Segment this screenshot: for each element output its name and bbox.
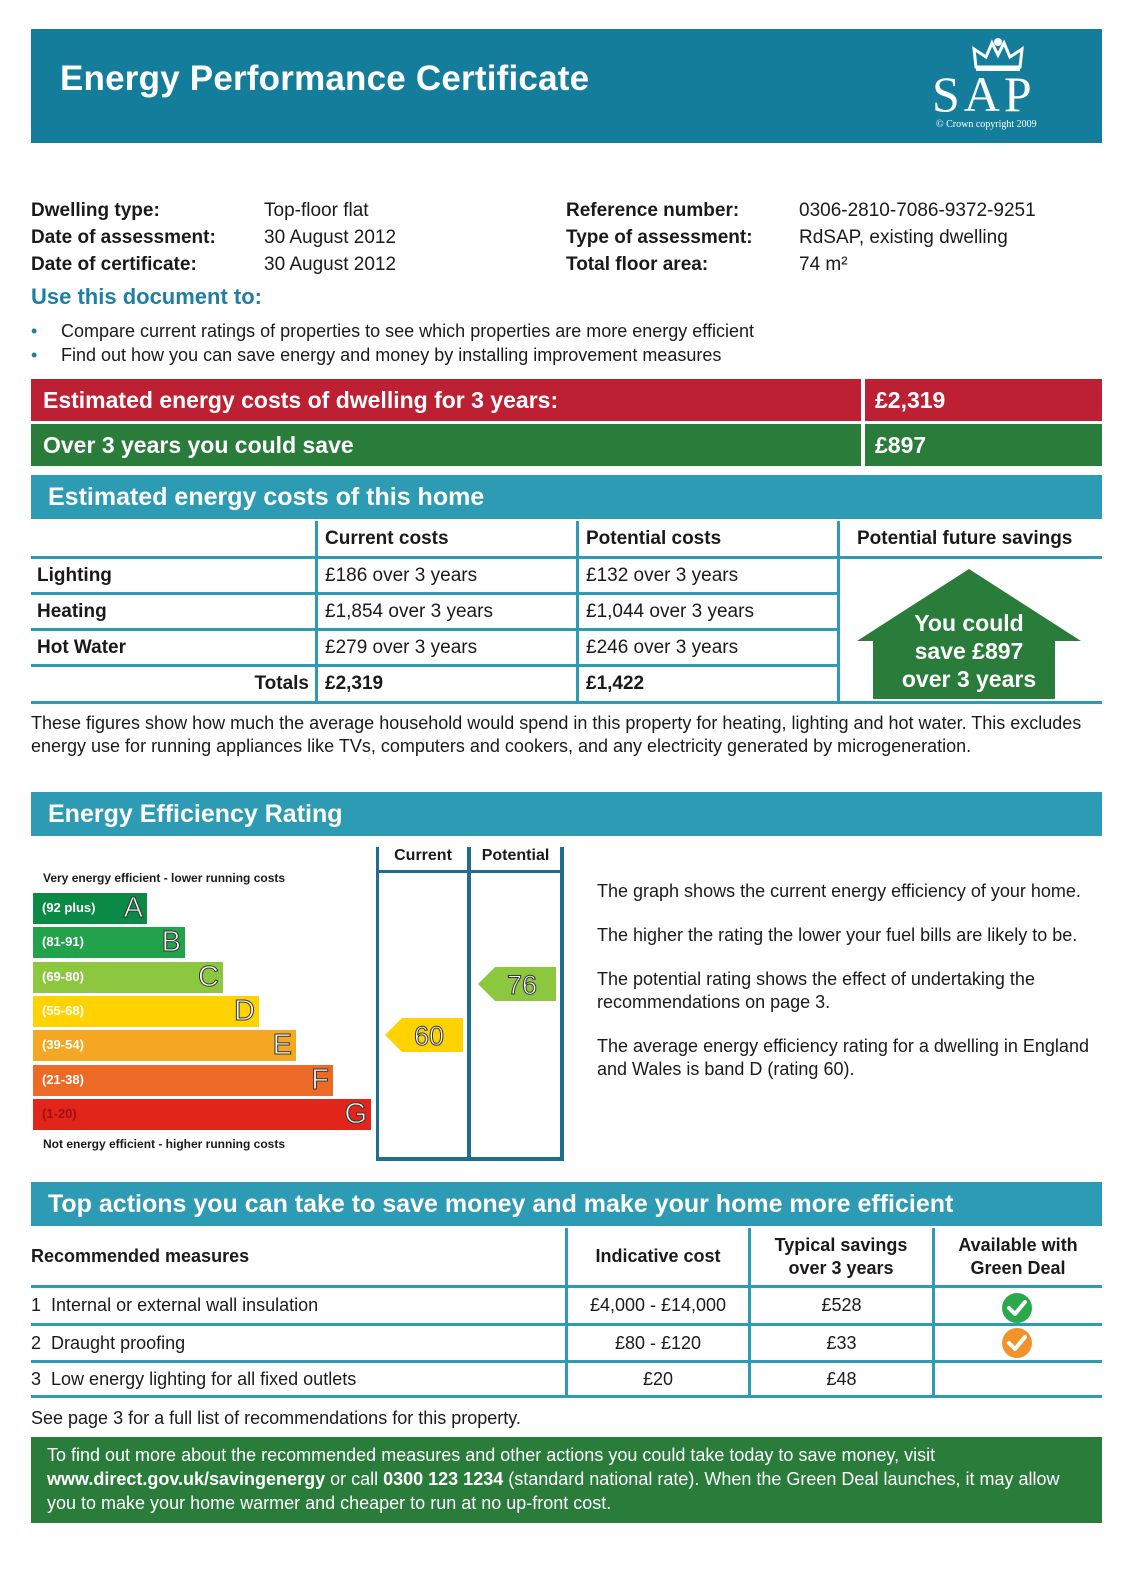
footer-link[interactable]: www.direct.gov.uk/savingenergy bbox=[47, 1469, 326, 1489]
band-letter: C bbox=[198, 960, 219, 993]
band-range: (92 plus) bbox=[42, 900, 96, 915]
reference-label: Reference number: bbox=[566, 200, 740, 221]
hot-water-potential: £246 over 3 years bbox=[586, 636, 739, 658]
footer-text: (standard national rate). When the Green Deal launches, it may allow you to make your home warmer and cheaper to run at no up-front cost. bbox=[47, 1469, 1060, 1513]
header-potential-costs: Potential costs bbox=[586, 527, 722, 549]
reference-value: 0306-2810-7086-9372-9251 bbox=[799, 200, 1036, 221]
lighting-potential: £132 over 3 years bbox=[586, 564, 739, 586]
use-document-title: Use this document to: bbox=[31, 284, 263, 309]
divider bbox=[31, 1395, 1102, 1398]
heating-current: £1,854 over 3 years bbox=[325, 600, 493, 622]
rating-band-d bbox=[33, 996, 259, 1027]
row-label-lighting: Lighting bbox=[37, 564, 112, 586]
rating-bottom-note: Not energy efficient - higher running costs bbox=[43, 1137, 286, 1151]
footer-text: or call bbox=[325, 1469, 384, 1489]
divider bbox=[315, 521, 318, 704]
hot-water-current: £279 over 3 years bbox=[325, 636, 478, 658]
rating-band-e bbox=[33, 1030, 296, 1061]
row-cost: £80 - £120 bbox=[614, 1332, 702, 1353]
row-savings: £48 bbox=[826, 1368, 857, 1389]
could-save-bar bbox=[31, 424, 1102, 466]
column-potential: Potential bbox=[481, 847, 550, 864]
divider bbox=[31, 556, 1102, 559]
band-range: (39-54) bbox=[42, 1037, 84, 1053]
estimated-cost-value: £2,319 bbox=[865, 379, 1102, 421]
divider bbox=[467, 847, 471, 1160]
actions-section-title: Top actions you can take to save money and make your home more efficient bbox=[31, 1182, 1102, 1226]
see-page-note: See page 3 for a full list of recommendations for this property. bbox=[31, 1408, 521, 1428]
row-cost: £20 bbox=[642, 1368, 674, 1389]
header-green-deal: Available with Green Deal bbox=[958, 1234, 1078, 1278]
rating-text: The higher the rating the lower your fuel bills are likely to be. bbox=[597, 925, 1078, 945]
svg-text:60: 60 bbox=[413, 1020, 445, 1051]
band-range: (55-68) bbox=[42, 1002, 84, 1018]
type-assessment-value: RdSAP, existing dwelling bbox=[799, 227, 1008, 248]
table-row bbox=[31, 1363, 356, 1395]
footer-phone: 0300 123 1234 bbox=[383, 1469, 504, 1489]
row-cost: £4,000 - £14,000 bbox=[589, 1295, 727, 1315]
savings-line: over 3 years bbox=[901, 666, 1037, 692]
estimated-cost-bar bbox=[31, 379, 1102, 421]
band-range: (81-91) bbox=[42, 934, 84, 950]
lighting-current: £186 over 3 years bbox=[325, 564, 478, 586]
rating-band-c bbox=[33, 962, 223, 993]
date-assessment-value: 30 August 2012 bbox=[264, 227, 397, 248]
band-letter: G bbox=[344, 1097, 367, 1130]
details-left-labels bbox=[31, 197, 216, 278]
divider bbox=[837, 521, 840, 704]
divider bbox=[576, 521, 579, 704]
rating-text: The average energy efficiency rating for a dwelling in England and Wales is band D (rating 60). bbox=[597, 1036, 1089, 1079]
divider bbox=[560, 847, 564, 1160]
rating-text: The potential rating shows the effect of undertaking the recommendations on page 3. bbox=[597, 969, 1035, 1012]
could-save-label: Over 3 years you could save bbox=[31, 424, 861, 466]
page-title: Energy Performance Certificate bbox=[60, 59, 590, 98]
row-number: 2 bbox=[31, 1332, 42, 1353]
date-certificate-label: Date of certificate: bbox=[31, 254, 197, 275]
rating-section-title: Energy Efficiency Rating bbox=[31, 792, 1102, 836]
band-range: (69-80) bbox=[42, 968, 84, 984]
list-item: • Compare current ratings of properties to see which properties are more energy efficient bbox=[31, 319, 754, 343]
band-letter: B bbox=[161, 926, 181, 959]
row-label-hot-water: Hot Water bbox=[37, 636, 127, 658]
could-save-value: £897 bbox=[865, 424, 1102, 466]
header-current-costs: Current costs bbox=[325, 527, 449, 549]
row-label-heating: Heating bbox=[37, 600, 107, 622]
details-left-values bbox=[264, 197, 396, 278]
rating-band-a bbox=[33, 893, 147, 924]
band-letter: F bbox=[311, 1063, 329, 1096]
costs-explanation: These figures show how much the average household would spend in this property for heating, lighting and hot water. This excludes energy use for running appliances like TVs, computers and cookers, and any electricity generated by microgeneration. bbox=[31, 713, 1082, 756]
rating-top-note: Very energy efficient - lower running costs bbox=[43, 871, 286, 885]
floor-area-label: Total floor area: bbox=[566, 254, 709, 275]
heating-potential: £1,044 over 3 years bbox=[586, 600, 754, 622]
orange-tick-icon bbox=[1001, 1327, 1033, 1359]
certificate-header bbox=[31, 29, 1102, 143]
svg-text:76: 76 bbox=[506, 970, 538, 1001]
row-measure: Draught proofing bbox=[51, 1332, 186, 1353]
rating-text: The graph shows the current energy efficiency of your home. bbox=[597, 881, 1081, 901]
divider bbox=[932, 1228, 935, 1396]
divider bbox=[31, 701, 1102, 704]
row-savings: £33 bbox=[826, 1332, 857, 1353]
row-savings: £528 bbox=[821, 1295, 862, 1315]
rating-band-b bbox=[33, 927, 185, 958]
green-tick-icon bbox=[1001, 1292, 1033, 1324]
table-row bbox=[31, 1326, 185, 1360]
footer-text: To find out more about the recommended measures and other actions you could take today to save money, visit bbox=[47, 1445, 936, 1465]
rating-band-f bbox=[33, 1065, 333, 1096]
details-right-labels bbox=[566, 197, 753, 278]
floor-area-value: 74 m² bbox=[799, 254, 848, 275]
efficiency-rating-chart bbox=[31, 843, 571, 1163]
sap-logo bbox=[928, 35, 1088, 135]
logo-letters: SAP bbox=[932, 66, 1036, 122]
divider bbox=[376, 1157, 564, 1161]
savings-line: You could bbox=[914, 610, 1024, 636]
type-assessment-label: Type of assessment: bbox=[566, 227, 753, 248]
column-current: Current bbox=[394, 847, 452, 864]
band-letter: D bbox=[234, 994, 255, 1027]
footer-info bbox=[31, 1437, 1102, 1523]
divider bbox=[376, 870, 564, 873]
costs-section-title: Estimated energy costs of this home bbox=[31, 475, 1102, 519]
list-item: • Find out how you can save energy and money by installing improvement measures bbox=[31, 343, 754, 367]
current-rating-arrow bbox=[385, 1018, 463, 1052]
savings-line: save £897 bbox=[914, 638, 1024, 664]
rating-band-g bbox=[33, 1099, 371, 1130]
totals-potential: £1,422 bbox=[586, 673, 645, 694]
dwelling-type-label: Dwelling type: bbox=[31, 200, 160, 221]
use-document-list bbox=[31, 319, 754, 367]
costs-table bbox=[31, 521, 1102, 704]
band-range: (21-38) bbox=[42, 1071, 84, 1087]
totals-label: Totals bbox=[254, 673, 309, 694]
divider bbox=[31, 1323, 1102, 1326]
header-indicative-cost: Indicative cost bbox=[595, 1246, 721, 1266]
band-range: (1-20) bbox=[42, 1105, 77, 1121]
band-letter: E bbox=[272, 1029, 292, 1062]
potential-rating-arrow bbox=[478, 967, 556, 1001]
band-letter: A bbox=[123, 892, 143, 924]
row-measure: Internal or external wall insulation bbox=[51, 1295, 319, 1315]
details-right-values bbox=[799, 197, 1036, 278]
logo-copyright: © Crown copyright 2009 bbox=[936, 119, 1037, 130]
savings-arrow-text bbox=[855, 609, 1083, 693]
header-future-savings: Potential future savings bbox=[857, 527, 1073, 549]
actions-table bbox=[31, 1228, 1102, 1398]
rating-explanation bbox=[597, 880, 1102, 1102]
row-number: 1 bbox=[31, 1295, 42, 1315]
header-measures: Recommended measures bbox=[31, 1246, 250, 1266]
date-certificate-value: 30 August 2012 bbox=[264, 254, 397, 275]
row-number: 3 bbox=[31, 1368, 42, 1389]
table-row bbox=[31, 1288, 318, 1323]
row-measure: Low energy lighting for all fixed outlets bbox=[51, 1368, 357, 1389]
totals-current: £2,319 bbox=[325, 673, 384, 694]
dwelling-type-value: Top-floor flat bbox=[264, 200, 369, 221]
estimated-cost-label: Estimated energy costs of dwelling for 3 years: bbox=[31, 379, 861, 421]
divider bbox=[376, 847, 379, 1160]
header-typical-savings: Typical savings over 3 years bbox=[774, 1234, 908, 1278]
date-assessment-label: Date of assessment: bbox=[31, 227, 216, 248]
